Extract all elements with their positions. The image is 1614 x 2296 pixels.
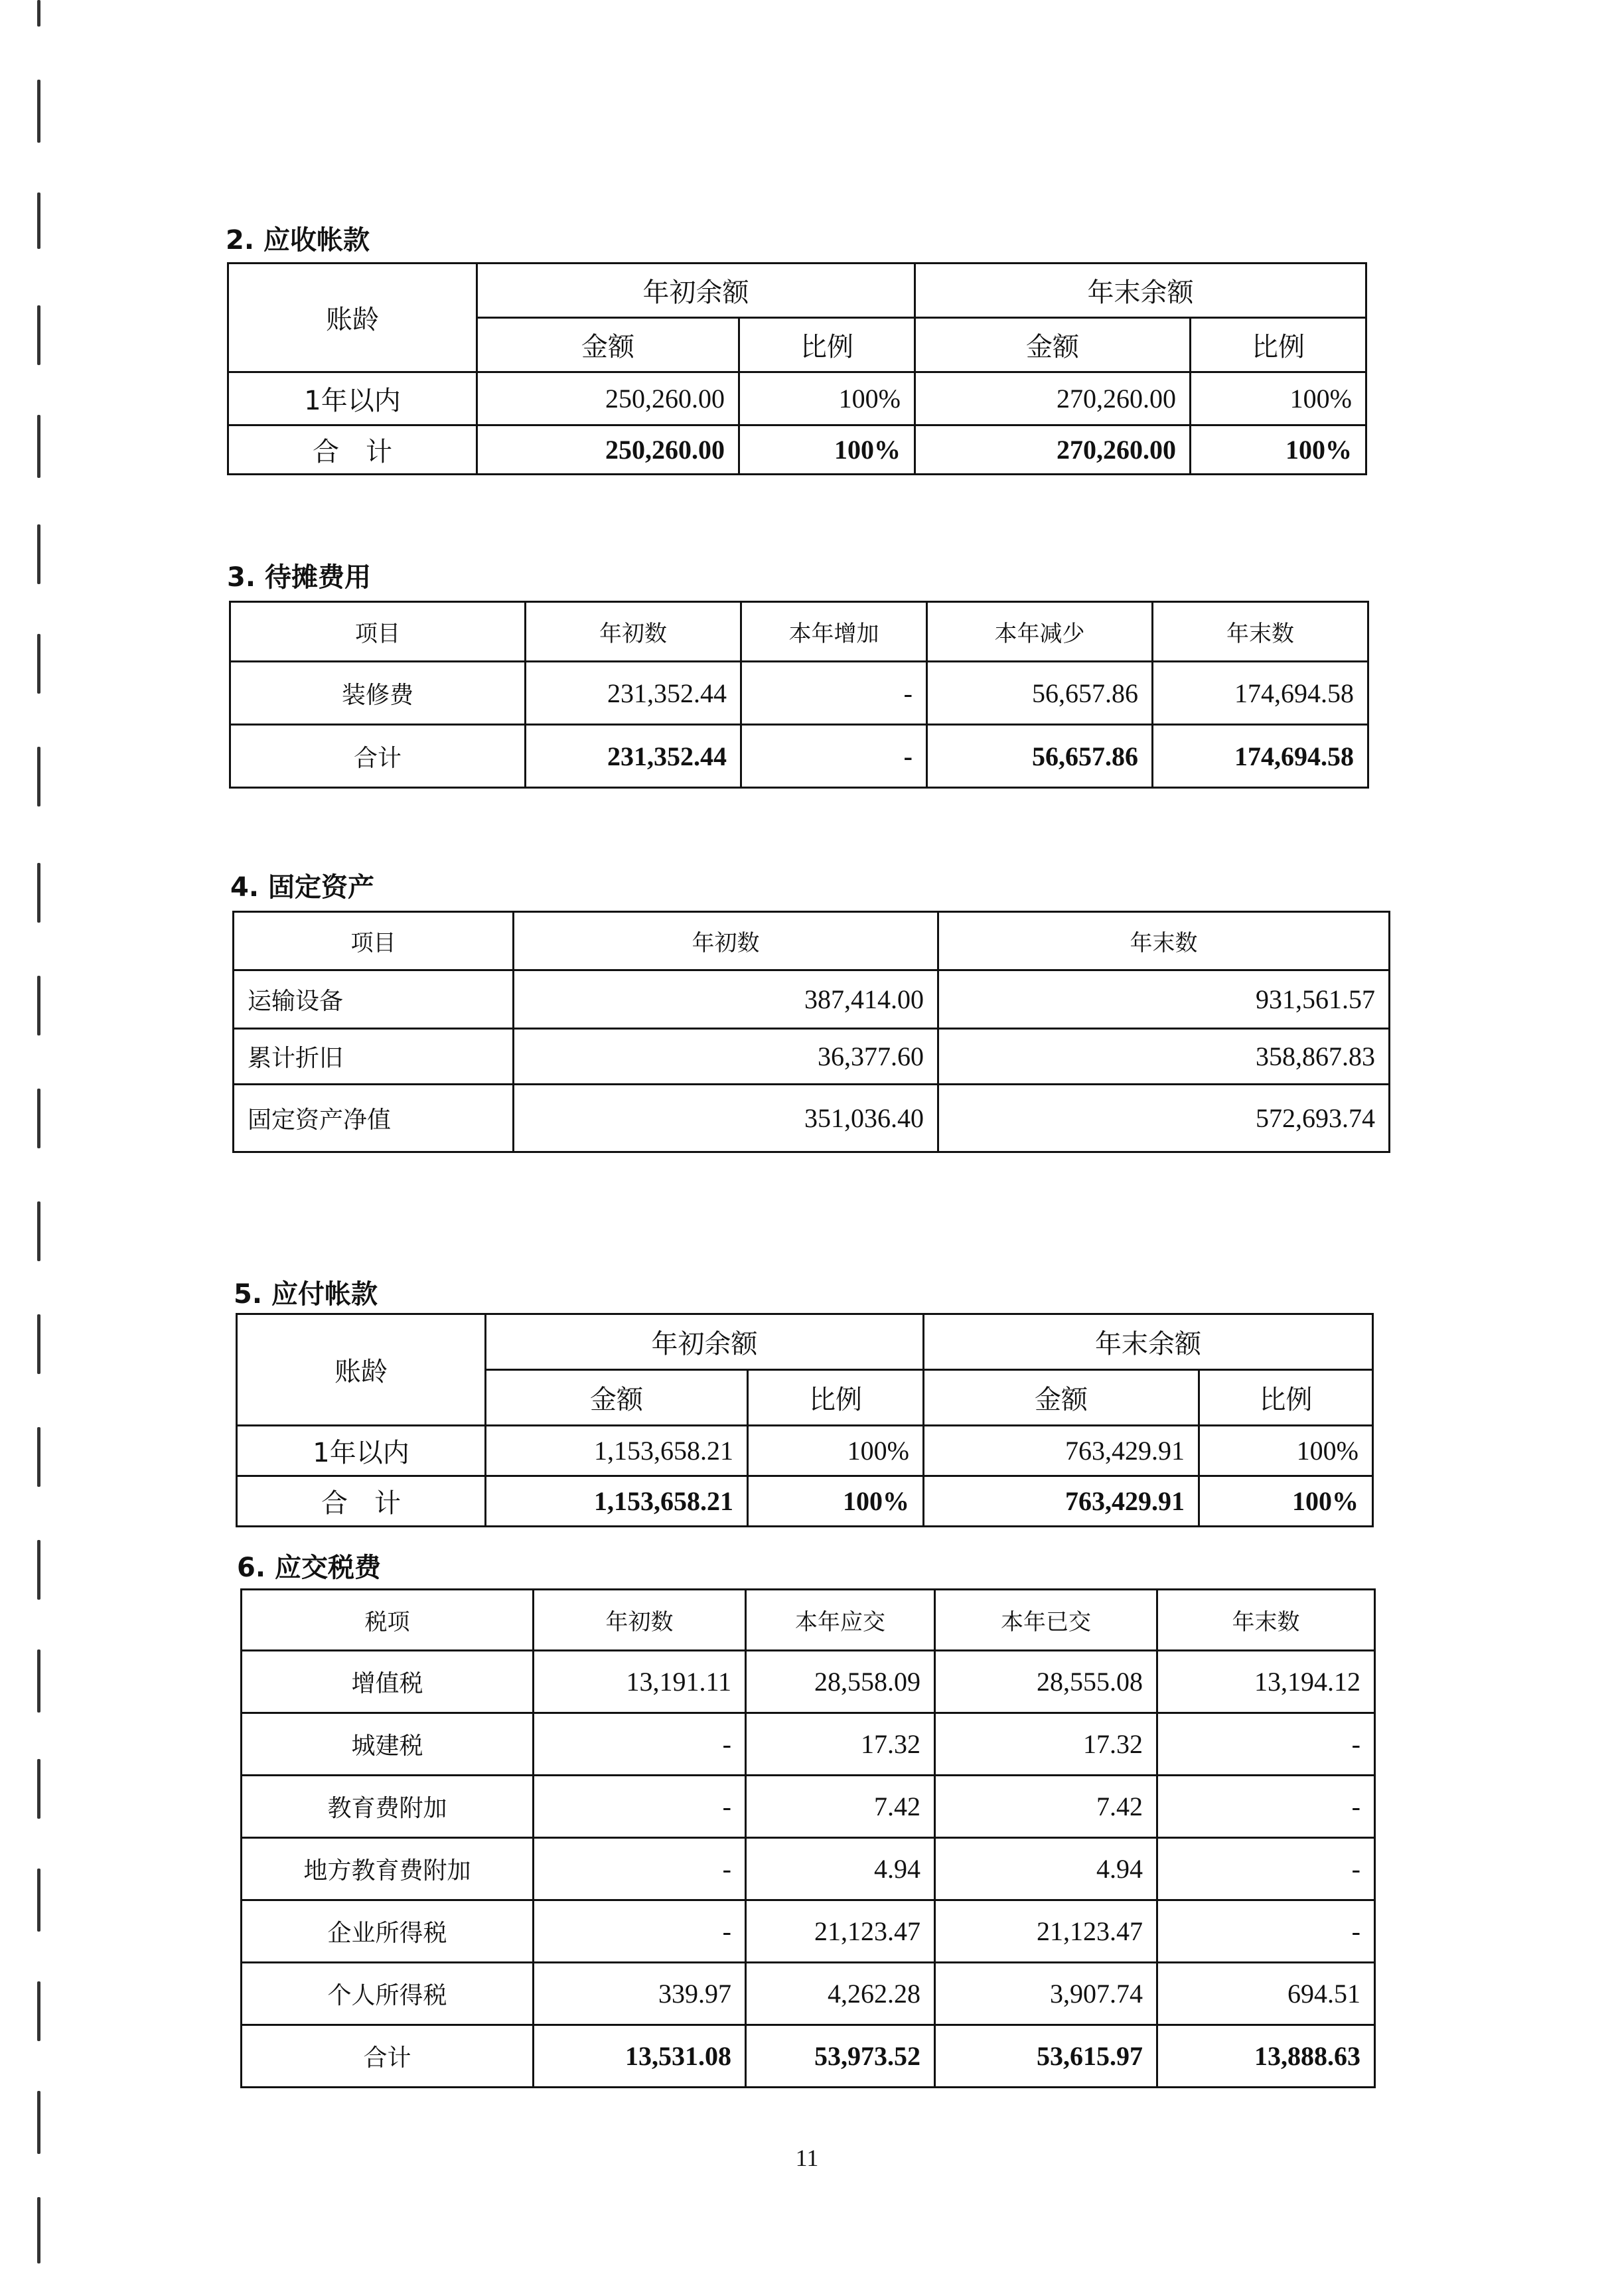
value-cell: -: [534, 1838, 746, 1900]
amount-cell: 270,260.00: [915, 425, 1191, 475]
binding-mark: [37, 80, 40, 143]
row-label: 城建税: [242, 1713, 534, 1776]
value-cell: 13,888.63: [1157, 2025, 1375, 2088]
value-cell: 4,262.28: [746, 1963, 935, 2025]
begin-balance-header: 年初余额: [477, 264, 915, 318]
amount-cell: 1,153,658.21: [486, 1426, 748, 1476]
ratio-header: 比例: [1199, 1370, 1373, 1426]
binding-mark: [37, 1201, 40, 1261]
row-label: 增值税: [242, 1651, 534, 1713]
value-cell: -: [1157, 1900, 1375, 1963]
row-label: 合计: [230, 725, 526, 788]
aging-header: 账龄: [228, 264, 477, 372]
value-cell: 231,352.44: [526, 725, 741, 788]
value-cell: 4.94: [746, 1838, 935, 1900]
row-label: 个人所得税: [242, 1963, 534, 2025]
binding-mark: [37, 2091, 40, 2154]
value-cell: 7.42: [935, 1776, 1157, 1838]
binding-mark: [37, 634, 40, 694]
value-cell: 53,973.52: [746, 2025, 935, 2088]
value-cell: 28,558.09: [746, 1651, 935, 1713]
ratio-cell: 100%: [748, 1426, 924, 1476]
value-cell: 174,694.58: [1153, 725, 1368, 788]
end-header: 年末数: [1153, 602, 1368, 662]
value-cell: 174,694.58: [1153, 662, 1368, 725]
binding-mark: [37, 1089, 40, 1148]
value-cell: 572,693.74: [938, 1085, 1390, 1152]
binding-mark: [37, 192, 40, 249]
binding-mark: [37, 1540, 40, 1600]
item-header: 项目: [230, 602, 526, 662]
prepaid-table: [229, 601, 1369, 789]
fixed-assets-title: 4. 固定资产: [230, 872, 374, 903]
amount-cell: 250,260.00: [477, 425, 739, 475]
increase-header: 本年增加: [741, 602, 927, 662]
row-label: 合计: [242, 2025, 534, 2088]
ratio-cell: 100%: [1191, 372, 1366, 425]
amount-cell: 1,153,658.21: [486, 1476, 748, 1527]
ratio-cell: 100%: [1199, 1426, 1373, 1476]
value-cell: 339.97: [534, 1963, 746, 2025]
row-label: 装修费: [230, 662, 526, 725]
end-header: 年末数: [1157, 1590, 1375, 1651]
binding-mark: [37, 2197, 40, 2263]
value-cell: 231,352.44: [526, 662, 741, 725]
binding-mark: [37, 1981, 40, 2041]
binding-mark: [37, 863, 40, 923]
value-cell: 387,414.00: [514, 970, 938, 1029]
end-balance-header: 年末余额: [915, 264, 1366, 318]
total-row: [242, 2025, 1375, 2088]
value-cell: -: [1157, 1776, 1375, 1838]
table-row: [242, 1838, 1375, 1900]
ratio-header: 比例: [1191, 318, 1366, 372]
value-cell: -: [741, 662, 927, 725]
amount-cell: 270,260.00: [915, 372, 1191, 425]
row-label: 教育费附加: [242, 1776, 534, 1838]
amount-header: 金额: [477, 318, 739, 372]
value-cell: -: [534, 1900, 746, 1963]
begin-header: 年初数: [534, 1590, 746, 1651]
table-row: [228, 372, 1366, 425]
value-cell: 3,907.74: [935, 1963, 1157, 2025]
binding-mark: [37, 976, 40, 1035]
table-row: [234, 1029, 1390, 1085]
paid-header: 本年已交: [935, 1590, 1157, 1651]
value-cell: 53,615.97: [935, 2025, 1157, 2088]
binding-mark: [37, 1759, 40, 1819]
value-cell: 4.94: [935, 1838, 1157, 1900]
value-cell: 36,377.60: [514, 1029, 938, 1085]
row-label: 固定资产净值: [234, 1085, 514, 1152]
binding-mark: [37, 305, 40, 365]
taxes-table: [240, 1588, 1376, 2088]
value-cell: 56,657.86: [927, 662, 1153, 725]
binding-mark: [37, 747, 40, 806]
value-cell: 28,555.08: [935, 1651, 1157, 1713]
ratio-cell: 100%: [748, 1476, 924, 1527]
table-row: [234, 1085, 1390, 1152]
binding-mark: [37, 0, 40, 27]
aging-header: 账龄: [237, 1314, 486, 1426]
binding-mark: [37, 524, 40, 584]
receivables-table: [227, 262, 1367, 475]
value-cell: 21,123.47: [746, 1900, 935, 1963]
row-label: 地方教育费附加: [242, 1838, 534, 1900]
amount-header: 金额: [486, 1370, 748, 1426]
value-cell: -: [534, 1713, 746, 1776]
value-cell: 21,123.47: [935, 1900, 1157, 1963]
row-label: 累计折旧: [234, 1029, 514, 1085]
row-label: 企业所得税: [242, 1900, 534, 1963]
binding-mark: [37, 1649, 40, 1713]
begin-balance-header: 年初余额: [486, 1314, 924, 1370]
tax-item-header: 税项: [242, 1590, 534, 1651]
payables-title: 5. 应付帐款: [234, 1279, 378, 1310]
value-cell: 56,657.86: [927, 725, 1153, 788]
binding-mark: [37, 1314, 40, 1374]
value-cell: 13,531.08: [534, 2025, 746, 2088]
value-cell: 931,561.57: [938, 970, 1390, 1029]
row-label: 1年以内: [228, 372, 477, 425]
decrease-header: 本年减少: [927, 602, 1153, 662]
value-cell: 13,191.11: [534, 1651, 746, 1713]
row-label: 运输设备: [234, 970, 514, 1029]
binding-mark: [37, 1869, 40, 1932]
fixed-assets-table: [232, 911, 1390, 1153]
row-label: 合 计: [228, 425, 477, 475]
total-row: [228, 425, 1366, 475]
table-row: [242, 1651, 1375, 1713]
ratio-header: 比例: [748, 1370, 924, 1426]
table-row: [242, 1776, 1375, 1838]
value-cell: 7.42: [746, 1776, 935, 1838]
payables-table: [236, 1313, 1374, 1527]
total-row: [230, 725, 1368, 788]
row-label: 1年以内: [237, 1426, 486, 1476]
value-cell: 351,036.40: [514, 1085, 938, 1152]
ratio-cell: 100%: [739, 425, 915, 475]
value-cell: -: [1157, 1713, 1375, 1776]
taxes-title: 6. 应交税费: [237, 1553, 381, 1583]
end-header: 年末数: [938, 912, 1390, 970]
value-cell: -: [1157, 1838, 1375, 1900]
end-balance-header: 年末余额: [924, 1314, 1373, 1370]
amount-header: 金额: [915, 318, 1191, 372]
binding-mark: [37, 415, 40, 478]
ratio-header: 比例: [739, 318, 915, 372]
begin-header: 年初数: [514, 912, 938, 970]
value-cell: -: [741, 725, 927, 788]
binding-mark: [37, 1427, 40, 1487]
prepaid-title: 3. 待摊费用: [227, 562, 371, 593]
item-header: 项目: [234, 912, 514, 970]
amount-header: 金额: [924, 1370, 1199, 1426]
value-cell: 17.32: [746, 1713, 935, 1776]
ratio-cell: 100%: [1191, 425, 1366, 475]
value-cell: -: [534, 1776, 746, 1838]
value-cell: 17.32: [935, 1713, 1157, 1776]
payable-header: 本年应交: [746, 1590, 935, 1651]
value-cell: 13,194.12: [1157, 1651, 1375, 1713]
table-row: [234, 970, 1390, 1029]
table-row: [242, 1713, 1375, 1776]
table-row: [237, 1426, 1373, 1476]
total-row: [237, 1476, 1373, 1527]
value-cell: 694.51: [1157, 1963, 1375, 2025]
table-row: [230, 662, 1368, 725]
begin-header: 年初数: [526, 602, 741, 662]
table-row: [242, 1900, 1375, 1963]
amount-cell: 250,260.00: [477, 372, 739, 425]
row-label: 合 计: [237, 1476, 486, 1527]
ratio-cell: 100%: [1199, 1476, 1373, 1527]
page-number: 11: [795, 2145, 819, 2171]
ratio-cell: 100%: [739, 372, 915, 425]
receivables-title: 2. 应收帐款: [226, 225, 370, 256]
amount-cell: 763,429.91: [924, 1426, 1199, 1476]
table-row: [242, 1963, 1375, 2025]
amount-cell: 763,429.91: [924, 1476, 1199, 1527]
value-cell: 358,867.83: [938, 1029, 1390, 1085]
